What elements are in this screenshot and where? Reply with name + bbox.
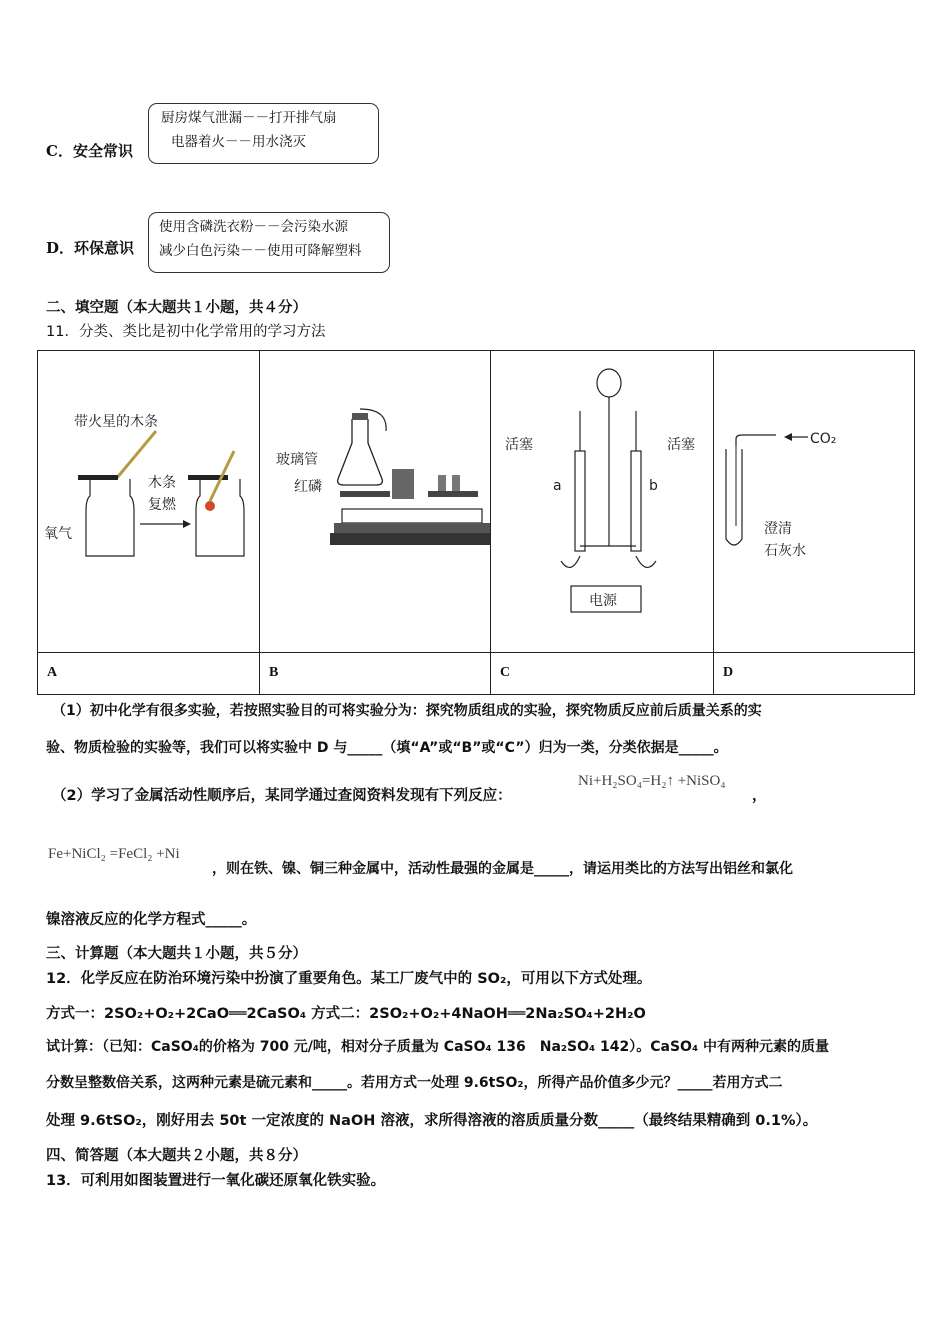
right-pan	[428, 491, 478, 497]
cell-b-figure	[260, 351, 491, 653]
flame-icon	[205, 501, 215, 511]
stopper	[352, 413, 368, 420]
q13-stem: 13．可利用如图装置进行一氧化碳还原氧化铁实验。	[46, 1173, 386, 1189]
q11-formula-1: Ni+H₂SO₄=H₂↑ +NiSO₄	[578, 773, 726, 789]
right-bottle	[196, 479, 244, 556]
splint-line	[116, 431, 156, 479]
label-stopcock-right: 活塞	[667, 437, 695, 453]
weight-2	[452, 475, 460, 491]
label-glass-tube: 玻璃管	[276, 452, 318, 468]
cell-a-label: A	[38, 653, 260, 695]
wires	[561, 556, 656, 567]
q11-p2-line2: ，则在铁、镍、铜三种金属中，活动性最强的金属是_____，请运用类比的方法写出铝丝和氯化	[212, 861, 793, 877]
arrow-head	[183, 520, 191, 528]
label-co2: CO₂	[810, 431, 837, 447]
cell-c-figure	[491, 351, 714, 653]
section2-heading: 二、填空题（本大题共１小题，共４分）	[46, 300, 307, 316]
label-clear: 澄清	[764, 521, 792, 537]
label-power: 电源	[589, 593, 617, 609]
cell-d-figure	[714, 351, 915, 653]
experiment-table	[37, 350, 915, 695]
left-bottle	[86, 479, 134, 556]
left-bottle-cap	[78, 475, 118, 480]
q12-calc-line1: 试计算：（已知：CaSO₄的价格为 700 元/吨，相对分子质量为 CaSO₄ 136 Na₂SO₄ 142）。CaSO₄ 中有两种元素的质量	[46, 1039, 829, 1055]
co2-arrow-head	[784, 433, 792, 441]
option-c-box	[148, 103, 379, 164]
label-red-phosphorus: 红磷	[294, 479, 322, 495]
label-splint: 木条	[148, 475, 176, 491]
label-glowing-splint: 带火星的木条	[74, 414, 158, 430]
balance-base-top	[334, 523, 490, 533]
cell-d-label: D	[714, 653, 915, 695]
q11-stem: 11．分类、类比是初中化学常用的学习方法	[46, 324, 326, 340]
q11-p2-text: （2）学习了金属活动性顺序后，某同学通过查阅资料发现有下列反应：	[52, 788, 512, 804]
label-relight: 复燃	[148, 497, 176, 513]
left-pan	[340, 491, 390, 497]
weight-1	[438, 475, 446, 491]
q11-p1-line2: 验、物质检验的实验等，我们可以将实验中 D 与_____（填“A”或“B”或“C”）归为一类，分类依据是_____。	[46, 740, 728, 756]
balance-base	[330, 533, 490, 545]
balance-diagram	[260, 351, 490, 648]
cell-c-label: C	[491, 653, 714, 695]
q11-p2-line3: 镍溶液反应的化学方程式_____。	[46, 912, 257, 928]
option-d-label: D．环保意识	[46, 239, 135, 257]
electrolysis-diagram	[491, 351, 713, 648]
label-a: a	[553, 478, 562, 494]
label-b: b	[649, 478, 658, 494]
delivery-tube	[736, 435, 776, 446]
balance-pillar	[392, 469, 414, 499]
test-tube	[726, 449, 742, 545]
option-c-label: C．安全常识	[46, 142, 133, 160]
q11-comma: ，	[752, 788, 767, 804]
label-stopcock-left: 活塞	[505, 437, 533, 453]
q12-calc-line3: 处理 9.6tSO₂，刚好用去 50t 一定浓度的 NaOH 溶液，求所得溶液的溶质质量分数_____（最终结果精确到 0.1%）。	[46, 1113, 818, 1129]
q11-formula-2: Fe+NiCl₂ =FeCl₂ +Ni	[48, 846, 180, 862]
q11-p1-line1: （1）初中化学有很多实验，若按照实验目的可将实验分为：探究物质组成的实验，探究物质反应前后质量关系的实	[52, 703, 762, 719]
label-limewater: 石灰水	[764, 543, 806, 559]
cell-a-figure	[38, 351, 260, 653]
label-oxygen: 氧气	[44, 526, 72, 542]
oxygen-test-diagram	[38, 351, 259, 648]
option-c-line1: 厨房煤气泄漏－－打开排气扇	[161, 110, 337, 126]
q12-calc-line2: 分数呈整数倍关系，这两种元素是硫元素和_____。若用方式一处理 9.6tSO₂，所得产品价值多少元？_____若用方式二	[46, 1075, 783, 1091]
option-d-box	[148, 212, 390, 273]
reservoir-bulb	[597, 369, 621, 397]
q12-stem: 12．化学反应在防治环境污染中扮演了重要角色。某工厂废气中的 SO₂，可用以下方式处理。	[46, 971, 652, 987]
left-tube	[575, 451, 585, 551]
balance-beam	[342, 509, 482, 523]
co2-test-diagram	[714, 351, 914, 648]
section4-heading: 四、简答题（本大题共２小题，共８分）	[46, 1148, 307, 1164]
section3-heading: 三、计算题（本大题共１小题，共５分）	[46, 946, 307, 962]
cell-b-label: B	[260, 653, 491, 695]
right-tube	[631, 451, 641, 551]
option-d-line1: 使用含磷洗衣粉－－会污染水源	[159, 219, 348, 235]
q12-methods: 方式一：2SO₂+O₂+2CaO══2CaSO₄ 方式二：2SO₂+O₂+4NaOH══2Na₂SO₄+2H₂O	[46, 1006, 646, 1022]
option-c-line2: 电器着火－－用水浇灭	[171, 134, 306, 150]
flask	[338, 419, 383, 485]
option-d-line2: 减少白色污染－－使用可降解塑料	[159, 243, 362, 259]
